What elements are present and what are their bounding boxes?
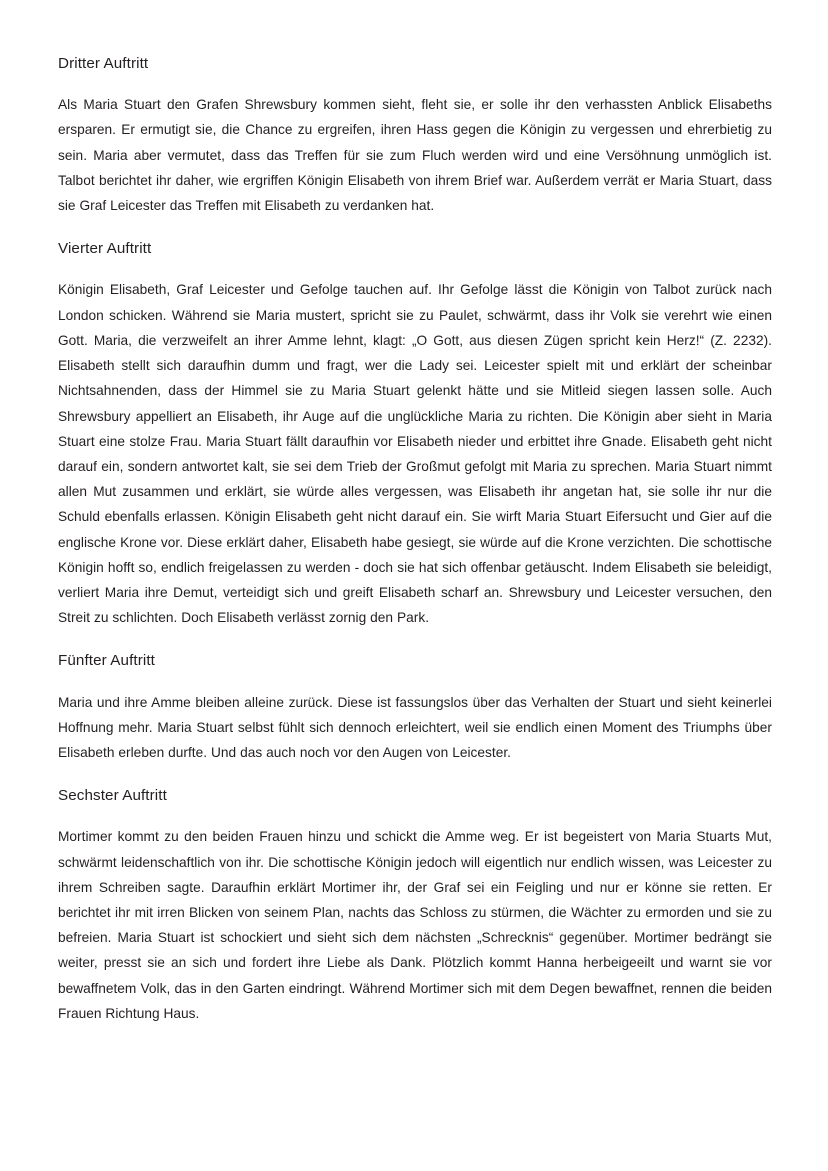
scene-paragraph-dritter-auftritt: Als Maria Stuart den Grafen Shrewsbury kommen sieht, fleht sie, er solle ihr den verhassten Anblick Elisabeths ersparen. Er ermutigt sie, die Chance zu ergreifen, ihren Hass gegen die Königin zu vergessen und ehrerbietig zu sein. Maria aber vermutet, dass das Treffen für sie zum Fluch werden wird und eine Versöhnung unmöglich ist. Talbot berichtet ihr daher, wie ergriffen Königin Elisabeth von ihrem Brief war. Außerdem verrät er Maria Stuart, dass sie Graf Leicester das Treffen mit Elisabeth zu verdanken hat. — [58, 97, 772, 214]
scene-paragraph-fuenfter-auftritt: Maria und ihre Amme bleiben alleine zurück. Diese ist fassungslos über das Verhalten der Stuart und sieht keinerlei Hoffnung mehr. Maria Stuart selbst fühlt sich dennoch erleichtert, weil sie endlich einen Moment des Triumphs über Elisabeth erleben durfte. Und das auch noch vor den Augen von Leicester. — [58, 694, 772, 760]
scene-heading-dritter-auftritt: Dritter Auftritt — [58, 55, 149, 72]
scene-section-fuenfter-auftritt — [58, 652, 772, 765]
scene-paragraph-vierter-auftritt: Königin Elisabeth, Graf Leicester und Gefolge tauchen auf. Ihr Gefolge lässt die Königin von Talbot zurück nach London schicken. Während sie Maria mustert, spricht sie zu Paulet, schwärmt, dass ihr Volk sie verehrt wie einen Gott. Maria, die verzweifelt an ihrer Amme lehnt, klagt: „O Gott, aus diesen Zügen spricht kein Herz!“ (Z. 2232). Elisabeth stellt sich daraufhin dumm und fragt, wer die Lady sei. Leicester spielt mit und erklärt der scheinbar Nichtsahnenden, dass der Himmel sie zu Maria Stuart gelenkt hätte und sie Mitleid siegen lassen solle. Auch Shrewsbury appelliert an Elisabeth, ihr Auge auf die unglückliche Maria zu richten. Die Königin aber sieht in Maria Stuart eine stolze Frau. Maria Stuart fällt daraufhin vor Elisabeth nieder und erbittet ihre Gnade. Elisabeth geht nicht darauf ein, sondern antwortet kalt, sie sei dem Trieb der Großmut gefolgt mit Maria zu sprechen. Maria Stuart nimmt allen Mut zusammen und erklärt, sie würde alles vergessen, was Elisabeth ihr angetan hat, sie solle ihr nur die Schuld ebenfalls erlassen. Königin Elisabeth geht nicht darauf ein. Sie wirft Maria Stuart Eifersucht und Gier auf die englische Krone vor. Diese erklärt daher, Elisabeth habe gesiegt, sie würde auf die Krone verzichten. Die schottische Königin hofft so, endlich freigelassen zu werden - doch sie hat sich offenbar getäuscht. Indem Elisabeth sie beleidigt, verliert Maria ihre Demut, verteidigt sich und greift Elisabeth scharf an. Shrewsbury und Leicester versuchen, den Streit zu schlichten. Doch Elisabeth verlässt zornig den Park. — [58, 282, 772, 626]
scene-heading-fuenfter-auftritt: Fünfter Auftritt — [58, 652, 155, 670]
scene-section-sechster-auftritt — [58, 787, 772, 1026]
document-body — [58, 55, 772, 1026]
scene-paragraph-sechster-auftritt: Mortimer kommt zu den beiden Frauen hinzu und schickt die Amme weg. Er ist begeistert von Maria Stuarts Mut, schwärmt leidenschaftlich von ihr. Die schottische Königin jedoch will eigentlich nur endlich wissen, was Leicester zu ihrem Schreiben sagte. Daraufhin erklärt Mortimer ihr, der Graf sei ein Feigling und nur er könne sie retten. Er berichtet ihr mit irren Blicken von seinem Plan, nachts das Schloss zu stürmen, die Wächter zu ermorden und sie zu befreien. Maria Stuart ist schockiert und sieht sich dem nächsten „Schrecknis“ gegenüber. Mortimer bedrängt sie weiter, presst sie an sich und fordert ihre Liebe als Dank. Plötzlich kommt Hanna herbeigeeilt und warnt sie vor bewaffnetem Volk, das in den Garten eindringt. Während Mortimer sich mit dem Degen bewaffnet, rennen die beiden Frauen Richtung Haus. — [58, 829, 772, 1021]
scene-section-dritter-auftritt — [58, 55, 772, 218]
scene-heading-vierter-auftritt: Vierter Auftritt — [58, 240, 152, 258]
scene-heading-sechster-auftritt: Sechster Auftritt — [58, 787, 167, 805]
scene-section-vierter-auftritt — [58, 240, 772, 630]
